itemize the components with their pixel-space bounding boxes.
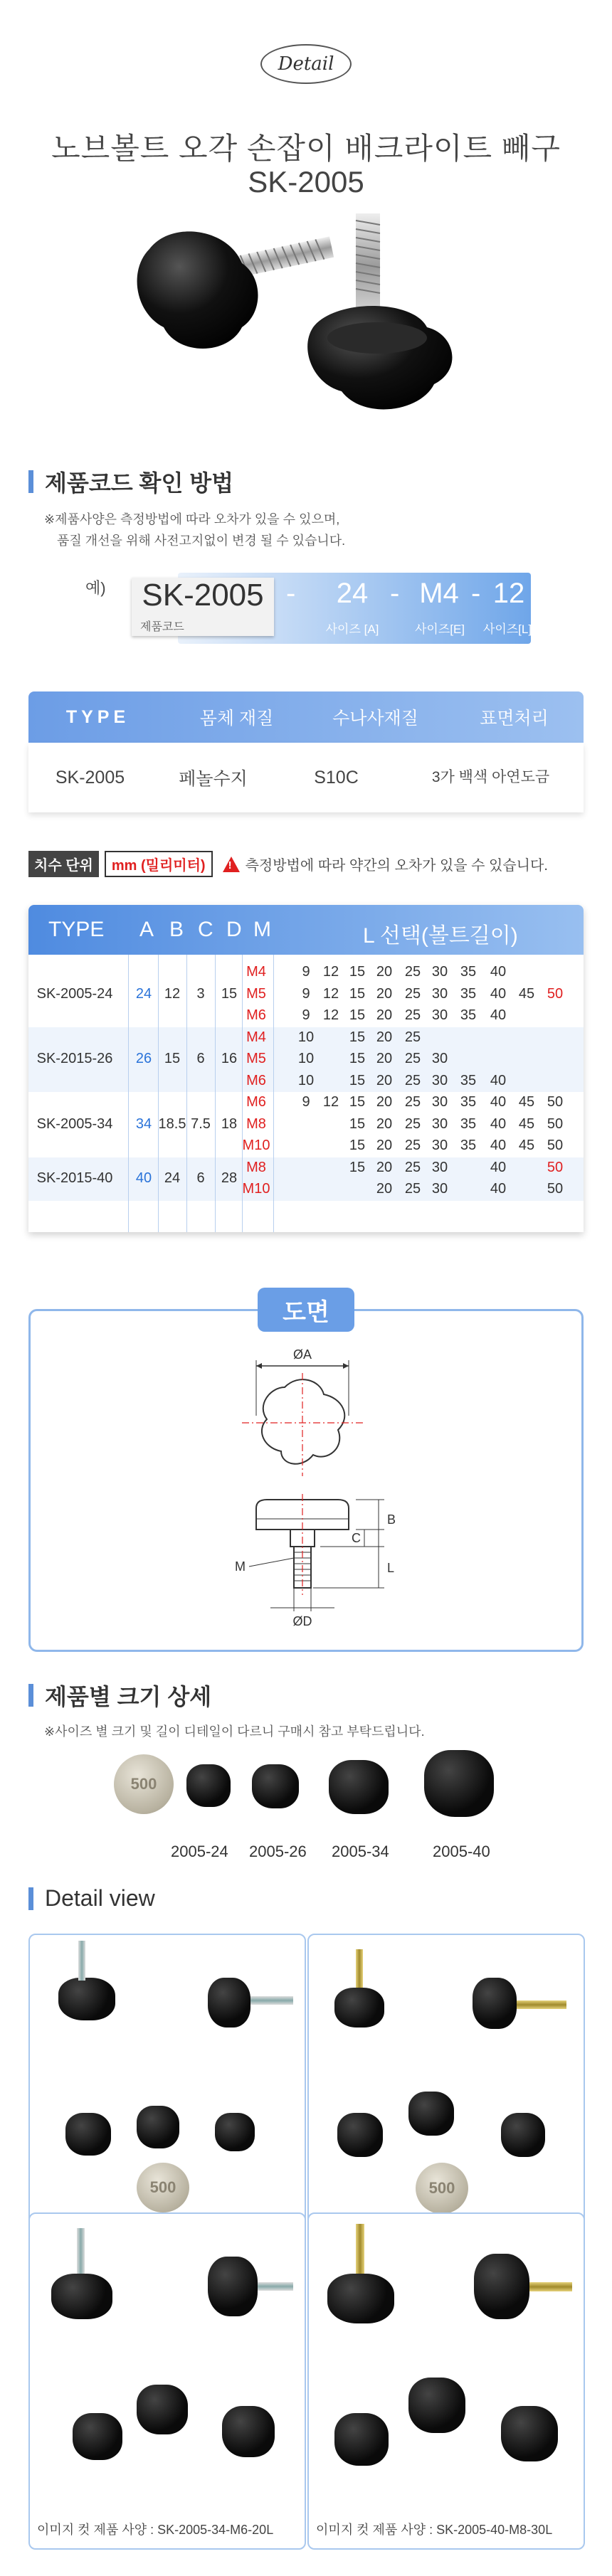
knob-photo: [51, 2274, 112, 2319]
cell-a: 24: [135, 985, 152, 1002]
cell-l: 40: [490, 1094, 507, 1110]
column-divider: [186, 955, 187, 1232]
label-l: L: [387, 1561, 395, 1575]
section-heading-detail: [28, 1885, 155, 1912]
cell-m: M6: [246, 1072, 266, 1088]
cell-body-material: 페놀수지: [179, 769, 248, 789]
cell-type: SK-2015-26: [36, 1051, 113, 1067]
cell-type: SK-2005-24: [36, 985, 113, 1002]
cell-l: 45: [518, 1094, 535, 1110]
bolt-photo: [356, 1949, 363, 1992]
bolt-photo: [356, 2224, 364, 2276]
cell-l: 20: [376, 1007, 393, 1023]
cell-c: 6: [196, 1051, 205, 1067]
label-c: C: [352, 1531, 361, 1545]
column-divider: [128, 955, 129, 1232]
cell-l: 25: [404, 1094, 421, 1110]
label-dia-d: ØD: [292, 1614, 312, 1628]
warning-mark: !: [228, 859, 232, 871]
cell-l: 15: [349, 1115, 366, 1132]
knob-photo: [334, 2413, 389, 2466]
code-part-e-label: 사이즈[E]: [414, 622, 465, 636]
material-table-row: [28, 743, 584, 812]
column-divider: [158, 955, 159, 1232]
code-separator: -: [471, 578, 481, 609]
cell-l: 30: [431, 985, 448, 1002]
cell-l: 9: [302, 1094, 310, 1110]
header-screw-material: 수나사재질: [332, 709, 418, 728]
heading-text: 제품별 크기 상세: [45, 1684, 212, 1710]
main-code-label: 제품코드: [140, 621, 184, 633]
cell-l: 20: [376, 1159, 393, 1175]
material-table-header: [28, 691, 584, 743]
cell-l: 15: [349, 985, 366, 1002]
header-surface: 표면처리: [480, 709, 549, 728]
cell-c: 7.5: [191, 1115, 211, 1132]
cell-l: 30: [431, 1181, 448, 1197]
bolt-photo: [78, 1941, 85, 1981]
cell-l: 30: [431, 1094, 448, 1110]
bolt-photo: [77, 2228, 85, 2278]
main-code-box: [132, 578, 274, 636]
cell-l: 12: [322, 985, 339, 1002]
cell-l: 50: [547, 1181, 564, 1197]
cell-l: 12: [322, 964, 339, 980]
drawing-tag: 도면: [258, 1288, 354, 1332]
cell-l: 35: [460, 1094, 477, 1110]
knob-photo: [337, 2113, 383, 2157]
warning-icon: [223, 857, 240, 872]
cell-l: 30: [431, 1138, 448, 1153]
code-part-l: 12: [492, 578, 525, 609]
bolt-photo: [250, 1996, 293, 2005]
spec-note-2: 품질 개선을 위해 사전고지없이 변경 될 수 있습니다.: [57, 534, 346, 548]
header-body-material: 몸체 재질: [199, 709, 274, 728]
knob-photo: [474, 2254, 529, 2319]
cell-surface: 3가 백색 아연도금: [431, 769, 550, 785]
column-divider: [215, 955, 216, 1232]
cell-l: 10: [297, 1072, 315, 1088]
knob-photo: [58, 1978, 115, 2020]
heading-accent-bar: [28, 1684, 33, 1707]
cell-l: 35: [460, 1138, 477, 1153]
cell-l: 9: [302, 985, 310, 1002]
cell-l: 45: [518, 1115, 535, 1132]
size-label-40: 2005-40: [433, 1843, 490, 1860]
code-separator: -: [390, 578, 400, 609]
knob-photo: [215, 2113, 255, 2151]
header-m: M: [253, 918, 271, 941]
cell-l: 15: [349, 1138, 366, 1153]
example-label: 예): [85, 579, 106, 597]
unit-row: [28, 851, 548, 877]
heading-text: 제품코드 확인 방법: [45, 470, 234, 496]
code-separator: -: [286, 578, 296, 609]
cell-l: 40: [490, 1115, 507, 1132]
cell-a: 26: [135, 1051, 152, 1067]
unit-note: 측정방법에 따라 약간의 오차가 있을 수 있습니다.: [245, 858, 548, 874]
knob-photo: [501, 2406, 558, 2461]
cell-m: M10: [242, 1181, 270, 1197]
cell-l: 25: [404, 1138, 421, 1153]
cell-type: SK-2005-34: [36, 1115, 113, 1132]
column-divider: [242, 955, 243, 1232]
detail-caption: 이미지 컷 제품 사양 : SK-2005-40-M8-30L: [316, 2523, 553, 2537]
cell-d: 16: [221, 1051, 238, 1067]
cell-l: 35: [460, 1115, 477, 1132]
knob-2005-24-image: [186, 1764, 231, 1807]
cell-l: 20: [376, 1094, 393, 1110]
cell-c: 6: [196, 1170, 205, 1186]
knob-photo: [137, 2385, 188, 2434]
bolt-photo: [529, 2282, 572, 2291]
detail-panel-4: [307, 2212, 585, 2550]
cell-l: 12: [322, 1094, 339, 1110]
knob-photo: [334, 1988, 384, 2028]
cell-l: 25: [404, 1072, 421, 1088]
header-a: A: [139, 918, 154, 941]
cell-b: 24: [164, 1170, 181, 1186]
detail-caption: 이미지 컷 제품 사양 : SK-2005-34-M6-20L: [37, 2523, 274, 2537]
cell-l: 25: [404, 1181, 421, 1197]
cell-l: 40: [490, 1007, 507, 1023]
cell-l: 9: [302, 964, 310, 980]
cell-l: 12: [322, 1007, 339, 1023]
knob-photo: [222, 2406, 275, 2457]
cell-l: 30: [431, 1051, 448, 1066]
cell-l: 15: [349, 1072, 366, 1088]
cell-l: 30: [431, 1159, 448, 1175]
section-heading-sizes: [28, 1679, 211, 1712]
cell-m: M4: [246, 964, 266, 980]
bolt-photo: [517, 2000, 566, 2009]
cell-l: 20: [376, 1181, 393, 1197]
code-part-e: M4: [419, 578, 459, 609]
code-part-l-label: 사이즈[L]: [482, 622, 532, 636]
cell-l: 25: [404, 985, 421, 1002]
cell-b: 15: [164, 1051, 181, 1067]
cell-m: M5: [246, 1051, 266, 1066]
cell-l: 30: [431, 1072, 448, 1088]
cell-l: 20: [376, 964, 393, 980]
cell-a: 40: [135, 1170, 152, 1186]
cell-l: 40: [490, 1072, 507, 1088]
label-m: M: [235, 1559, 246, 1574]
size-label-34: 2005-34: [332, 1843, 389, 1860]
cell-l: 15: [349, 1159, 366, 1175]
technical-drawing: [213, 1337, 427, 1636]
coin-500-image: 500: [137, 2163, 189, 2212]
dimension-table-header: [28, 905, 584, 955]
cell-d: 15: [221, 985, 238, 1002]
knob-photo: [501, 2113, 545, 2157]
cell-m: M5: [246, 985, 266, 1002]
knob-photo: [408, 2378, 465, 2433]
column-divider: [273, 955, 274, 1232]
size-label-26: 2005-26: [249, 1843, 307, 1860]
cell-l: 20: [376, 1138, 393, 1153]
cell-m: M6: [246, 1007, 266, 1023]
cell-l: 25: [404, 1029, 421, 1045]
detail-logo: Detail: [260, 44, 352, 84]
cell-l: 10: [297, 1051, 315, 1066]
spec-note-1: ※제품사양은 측정방법에 따라 오차가 있을 수 있으며,: [44, 512, 340, 526]
cell-l: 35: [460, 1072, 477, 1088]
knob-photo: [208, 2257, 258, 2316]
header-type: TYPE: [48, 918, 105, 941]
cell-l: 20: [376, 1051, 393, 1066]
heading-accent-bar: [28, 470, 33, 493]
dimension-table: [28, 905, 584, 1232]
code-part-a-label: 사이즈 [A]: [325, 622, 379, 636]
material-table: [28, 691, 584, 812]
heading-accent-bar: [28, 1887, 33, 1910]
page-title: 노브볼트 오각 손잡이 배크라이트 빼구: [51, 132, 561, 165]
cell-l: 45: [518, 985, 535, 1002]
cell-l: 50: [547, 1138, 564, 1153]
cell-l: 35: [460, 985, 477, 1002]
cell-l: 40: [490, 1181, 507, 1197]
section-heading-product-code: [28, 465, 233, 498]
cell-l: 35: [460, 1007, 477, 1023]
header-d: D: [226, 918, 242, 941]
cell-l: 40: [490, 1138, 507, 1153]
cell-m: M8: [246, 1159, 266, 1175]
knob-photo: [327, 2274, 394, 2323]
detail-panel-3: [28, 2212, 306, 2550]
cell-l: 25: [404, 1007, 421, 1023]
unit-tag: 치수 단위: [28, 851, 99, 877]
cell-b: 18.5: [158, 1115, 186, 1132]
cell-l: 15: [349, 1029, 366, 1045]
cell-l: 15: [349, 1094, 366, 1110]
cell-l: 30: [431, 1007, 448, 1023]
cell-m: M10: [242, 1138, 270, 1153]
cell-l: 15: [349, 964, 366, 980]
cell-l: 15: [349, 1007, 366, 1023]
size-label-24: 2005-24: [171, 1843, 228, 1860]
knob-2005-34-image: [329, 1760, 389, 1814]
header-l: L 선택(볼트길이): [363, 924, 518, 948]
coin-500-image: 500: [114, 1754, 174, 1814]
cell-l: 25: [404, 964, 421, 980]
cell-l: 45: [518, 1138, 535, 1153]
cell-l: 25: [404, 1115, 421, 1132]
cell-l: 50: [547, 1115, 564, 1132]
cell-screw-material: S10C: [314, 767, 359, 788]
cell-l: 10: [297, 1029, 315, 1045]
cell-m: M6: [246, 1094, 266, 1110]
unit-mm: mm (밀리미터): [105, 851, 213, 877]
cell-l: 15: [349, 1051, 366, 1066]
knob-photo: [65, 2113, 111, 2156]
cell-l: 40: [490, 964, 507, 980]
knob-photo: [408, 2092, 454, 2136]
sizes-note: ※사이즈 별 크기 및 길이 디테일이 다르니 구매시 참고 부탁드립니다.: [44, 1724, 425, 1739]
cell-l: 20: [376, 985, 393, 1002]
cell-d: 18: [221, 1115, 238, 1132]
cell-type: SK-2005: [55, 767, 125, 788]
cell-l: 50: [547, 1094, 564, 1110]
knob-photo: [73, 2413, 122, 2460]
cell-l: 50: [547, 985, 564, 1002]
cell-l: 30: [431, 1115, 448, 1132]
cell-l: 40: [490, 985, 507, 1002]
knob-photo: [208, 1978, 250, 2028]
hero-product-image: [121, 206, 491, 441]
cell-b: 12: [164, 985, 181, 1002]
header-b: B: [169, 918, 184, 941]
cell-l: 20: [376, 1115, 393, 1132]
cell-type: SK-2015-40: [36, 1170, 113, 1186]
cell-m: M8: [246, 1115, 266, 1132]
code-part-a: 24: [336, 578, 369, 609]
cell-l: 30: [431, 964, 448, 980]
cell-a: 34: [135, 1115, 152, 1132]
cell-l: 25: [404, 1159, 421, 1175]
header-type: TYPE: [65, 706, 130, 727]
knob-2005-40-image: [424, 1750, 494, 1817]
header-c: C: [198, 918, 213, 941]
heading-text: Detail view: [45, 1885, 155, 1911]
knob-photo: [137, 2106, 179, 2148]
knob-2005-26-image: [252, 1764, 299, 1808]
cell-l: 25: [404, 1051, 421, 1066]
knob-photo: [473, 1978, 517, 2029]
main-code-value: SK-2005: [142, 578, 264, 613]
cell-l: 50: [547, 1159, 564, 1175]
cell-l: 9: [302, 1007, 310, 1023]
cell-m: M4: [246, 1029, 266, 1045]
coin-500-image: 500: [416, 2163, 468, 2214]
cell-l: 35: [460, 964, 477, 980]
cell-l: 20: [376, 1029, 393, 1045]
label-dia-a: ØA: [292, 1347, 312, 1362]
bolt-photo: [258, 2282, 293, 2291]
page-subtitle-code: SK-2005: [248, 165, 364, 198]
label-b: B: [387, 1512, 396, 1527]
cell-c: 3: [196, 985, 205, 1002]
cell-l: 40: [490, 1159, 507, 1175]
cell-d: 28: [221, 1170, 238, 1186]
cell-l: 20: [376, 1072, 393, 1088]
